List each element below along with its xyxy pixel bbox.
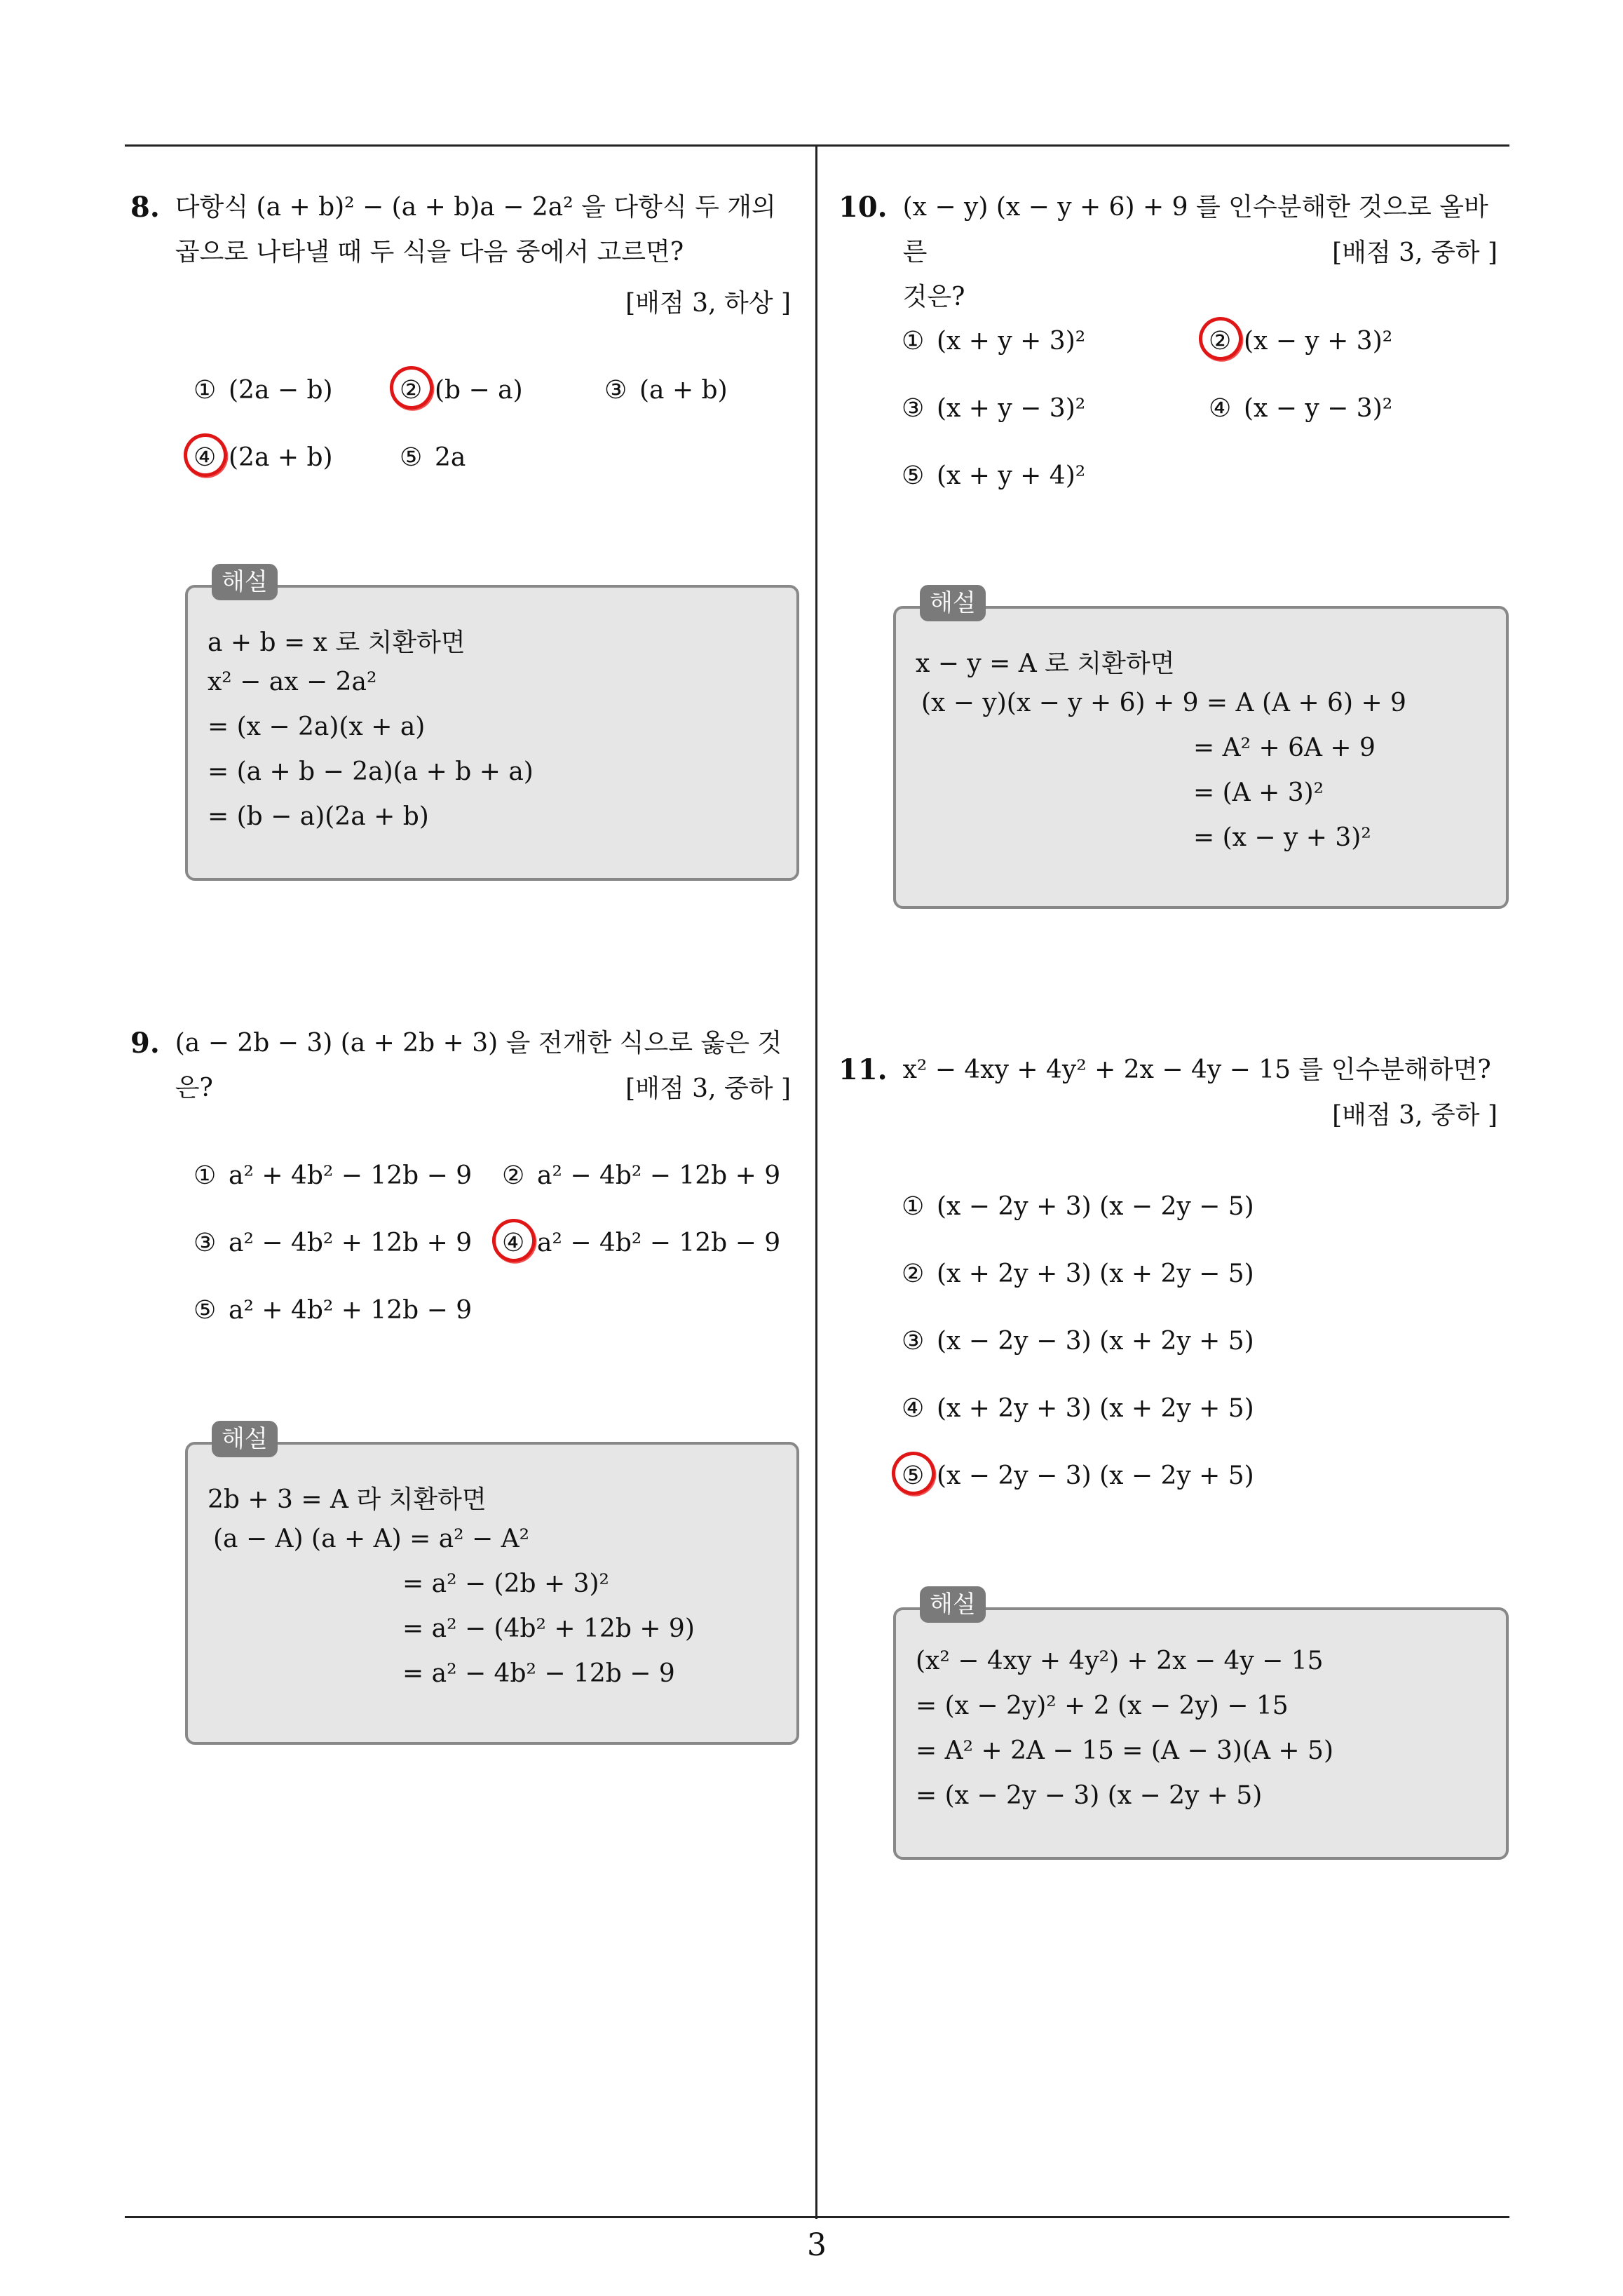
choice-2[interactable]: ② (b − a) [400,376,523,405]
question-number: 8. [130,191,160,224]
solution-label: 해설 [920,585,986,621]
solution-line: = a² − (4b² + 12b + 9) [402,1614,695,1643]
solution-line: = (a + b − 2a)(a + b + a) [208,757,534,786]
choice-2[interactable]: ② (x + 2y + 3) (x + 2y − 5) [902,1260,1254,1288]
choice-5[interactable]: ⑤ (x − 2y − 3) (x − 2y + 5) [902,1461,1254,1490]
solution-line: x² − ax − 2a² [208,668,377,696]
choice-3[interactable]: ③ (a + b) [604,376,728,405]
solution-line: (x² − 4xy + 4y²) + 2x − 4y − 15 [916,1647,1324,1675]
question-text: (x − y) (x − y + 6) + 9 를 인수분해한 것으로 올바른 것은? [902,193,1488,311]
question-number: 10. [838,191,888,224]
choice-1[interactable]: ① (x + y + 3)² [902,327,1086,356]
solution-line: x − y = A 로 치환하면 [916,649,1175,678]
choice-5[interactable]: ⑤ 2a [400,443,466,472]
question-number: 9. [130,1027,160,1060]
question-number: 11. [838,1053,888,1086]
column-divider [815,144,817,2219]
question-meta: [배점 3, 중하 ] [1332,238,1498,267]
choice-5[interactable]: ⑤ a² + 4b² + 12b − 9 [193,1296,473,1325]
solution-line: 2b + 3 = A 라 치환하면 [208,1485,487,1514]
solution-line: (a − A) (a + A) = a² − A² [213,1525,530,1553]
solution-line: = (x − 2a)(x + a) [208,713,426,741]
answer-mark-circle [1195,313,1247,365]
solution-line: = (x − y + 3)² [1193,823,1371,852]
solution-line: = (x − 2y)² + 2 (x − 2y) − 15 [916,1691,1289,1720]
solution-line: = A² + 6A + 9 [1193,734,1376,762]
choice-4[interactable]: ④ a² − 4b² − 12b − 9 [502,1229,781,1257]
solution-line: = (A + 3)² [1193,778,1324,807]
answer-mark-circle [386,362,437,414]
solution-line: = a² − (2b + 3)² [402,1569,609,1598]
question-text: 다항식 (a + b)² − (a + b)a − 2a² 을 다항식 두 개의 곱으로 나타낼 때 두 식을 다음 중에서 고르면? [175,193,776,266]
choice-2[interactable]: ② a² − 4b² − 12b + 9 [502,1161,781,1190]
solution-label: 해설 [212,1421,278,1457]
question-text: x² − 4xy + 4y² + 2x − 4y − 15 를 인수분해하면? [902,1055,1491,1084]
solution-line: (x − y)(x − y + 6) + 9 = A (A + 6) + 9 [921,689,1406,717]
answer-mark-circle [179,429,231,481]
choice-3[interactable]: ③ (x + y − 3)² [902,394,1086,423]
solution-line: = A² + 2A − 15 = (A − 3)(A + 5) [916,1736,1333,1765]
solution-label: 해설 [920,1586,986,1623]
solution-label: 해설 [212,564,278,600]
question-meta: [배점 3, 하상 ] [625,289,791,318]
solution-line: = (x − 2y − 3) (x − 2y + 5) [916,1781,1263,1810]
question-meta: [배점 3, 중하 ] [625,1074,791,1103]
choice-1[interactable]: ① (2a − b) [193,376,333,405]
solution-line: = (b − a)(2a + b) [208,802,429,831]
choice-4[interactable]: ④ (x − y − 3)² [1209,394,1393,423]
answer-mark-circle [488,1215,540,1267]
solution-box [893,1607,1509,1860]
choice-2[interactable]: ② (x − y + 3)² [1209,327,1393,356]
answer-mark-circle [888,1447,939,1499]
question-11-header [838,1048,1512,1093]
solution-line: a + b = x 로 치환하면 [208,628,466,657]
question-meta: [배점 3, 중하 ] [1332,1101,1498,1130]
question-8-header [130,185,803,275]
solution-line: = a² − 4b² − 12b − 9 [402,1659,675,1688]
choice-3[interactable]: ③ (x − 2y − 3) (x + 2y + 5) [902,1327,1254,1356]
page-number: 3 [807,2227,827,2263]
choice-4[interactable]: ④ (2a + b) [193,443,333,472]
choice-5[interactable]: ⑤ (x + y + 4)² [902,461,1086,490]
choice-1[interactable]: ① (x − 2y + 3) (x − 2y − 5) [902,1192,1254,1221]
choice-1[interactable]: ① a² + 4b² − 12b − 9 [193,1161,473,1190]
choice-4[interactable]: ④ (x + 2y + 3) (x + 2y + 5) [902,1394,1254,1423]
choice-3[interactable]: ③ a² − 4b² + 12b + 9 [193,1229,473,1257]
question-text: (a − 2b − 3) (a + 2b + 3) 을 전개한 식으로 옳은 것은? [175,1029,782,1102]
bottom-rule [125,2216,1509,2218]
